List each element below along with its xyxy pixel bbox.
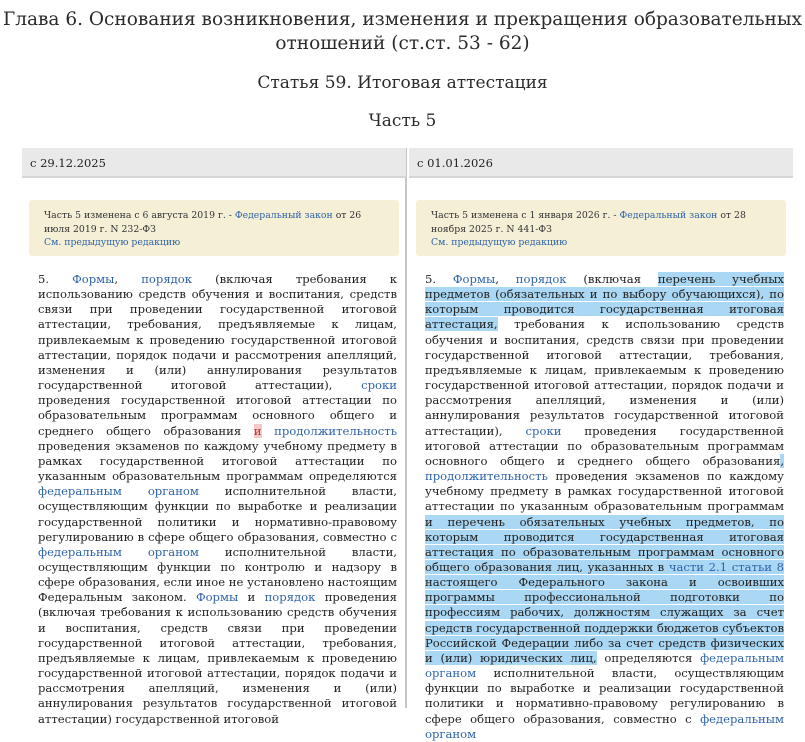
text-fragment: исполнительной власти, осуществляющим функции по выработке и реализации государственной политики и нормативно-правовому регулированию в сфере общего образования, совместно с [38,484,397,544]
item-number: 5. [38,272,73,286]
part-title: Часть 5 [368,111,437,131]
federal-body-link[interactable]: федеральным органом [425,650,784,681]
text-fragment: определяются [309,469,397,484]
terms-link[interactable]: сроки [525,423,562,438]
article-8-link[interactable]: части 2.1 статьи 8 [668,559,784,574]
inserted-text: перечень учебных предметов (обязательных и по выбору обучающихся), по которым проводится государственная итоговая аттестация, [425,272,784,332]
text-fragment: требования к использованию средств обучения и воспитания, средств связи при проведении государственной итоговой аттестации, требования, предъявляемые к лицам, привлекаемым к проведению государственной итоговой аттестации, порядок подачи и рассмотрения апелляций, изменения и (или) аннулирования результатов государственной итоговой аттестации), [38,272,397,393]
deleted-text: и [253,423,262,438]
old-version-date: с 29.12.2025 [22,148,406,178]
text-fragment: , [114,272,142,286]
text-fragment: проведения государственной итоговой аттестации по образовательным программам основного общего и среднего общего образования [425,423,784,468]
note-law-link[interactable]: Федеральный закон [234,210,333,221]
text-fragment: проведения экзаменов по каждому учебному предмету в рамках государственной итоговой аттестации по указанным образовательным программам [425,469,784,514]
terms-link[interactable]: сроки [361,378,397,393]
text-fragment: (включая [192,272,296,286]
new-version-text [425,272,784,742]
chapter-title: Глава 6. Основания возникновения, изменения и прекращения образовательных отношений (ст.ст. 53 - 62) [2,9,803,54]
text-fragment: проведения экзаменов по каждому учебному предмету в рамках государственной итоговой аттестации по указанным образовательным программам [38,438,397,484]
note-law-link[interactable]: Федеральный закон [619,210,718,221]
inserted-text: настоящего Федерального закона и освоивших программы профессиональной подготовки по профессиям рабочих, должностям служащих за счет средств государственной поддержки бюджетов субъектов Российской Федерации либо за счет средств физических и (или) юридических лиц, [425,575,784,665]
prev-edition-link[interactable]: См. предыдущую редакцию [44,237,181,248]
prev-edition-link[interactable]: См. предыдущую редакцию [431,237,568,248]
old-version-column [22,148,406,727]
text-fragment: требования к использованию средств обучения и воспитания, средств связи при проведении государственной итоговой аттестации, требования, предъявляемые к лицам, привлекаемым к проведению государственной итоговой аттестации, порядок подачи и рассмотрения апелляций, изменения и (или) аннулирования результатов государственной итоговой аттестации), [425,317,784,438]
note-text-suffix: от 26 июля 2019 г. N 232-ФЗ [44,210,362,235]
order-link-2[interactable]: порядок [264,590,316,605]
order-link[interactable]: порядок [141,272,192,286]
forms-link[interactable]: Формы [452,272,496,286]
inserted-text: и перечень обязательных учебных предметов, по которым проводится государственная итоговая аттестация по образовательным программам основного общего образования лиц, указанных в [425,514,784,574]
note-text: Часть 5 изменена с 1 января 2026 г. - [431,210,620,221]
text-fragment: исполнительной власти, осуществляющим функции по выработке и реализации государственной политики и нормативно-правовому регулированию в сфере общего образования, совместно с [425,666,784,726]
note-text-suffix: от 28 ноября 2025 г. N 441-ФЗ [431,210,746,235]
article-title: Статья 59. Итоговая аттестация [257,73,548,93]
forms-link[interactable]: Формы [72,272,115,286]
federal-body-link[interactable]: федеральным органом [38,484,199,499]
duration-link[interactable]: продолжительность [425,469,548,484]
duration-link[interactable]: продолжительность [274,423,398,438]
old-version-note [29,200,399,256]
forms-link-2[interactable]: Формы [195,590,239,605]
order-link[interactable]: порядок [515,272,567,286]
note-text: Часть 5 изменена с 6 августа 2019 г. - [44,210,235,221]
text-fragment: (включая [566,272,658,286]
item-number: 5. [425,272,453,286]
text-fragment: исполнительной власти, осуществляющим функции по контролю и надзору в сфере образования, если иное не установлено настоящим Федеральным законом. [38,544,397,605]
new-version-note [416,200,786,256]
old-version-text [38,272,397,727]
inserted-comma: , [780,453,784,468]
text-fragment: проведения государственной итоговой аттестации по образовательным программам основного общего и среднего общего образования [38,393,397,438]
text-fragment: и [238,590,265,605]
federal-body-link-2[interactable]: федеральным органом [425,711,784,741]
new-version-date: с 01.01.2026 [409,148,793,178]
text-fragment: , [495,272,516,286]
text-fragment: определяются [596,650,701,665]
new-version-column [409,148,793,742]
text-fragment: проведения (включая требования к использованию средств обучения и воспитания, средств связи при проведении государственной итоговой аттестации, требования, предъявляемые к лицам, привлекаемым к проведению государственной итоговой аттестации, порядок подачи и рассмотрения апелляций, изменения и (или) аннулирования результатов государственной итоговой аттестации) государственной итоговой [38,590,397,726]
federal-body-link-2[interactable]: федеральным органом [38,544,199,559]
